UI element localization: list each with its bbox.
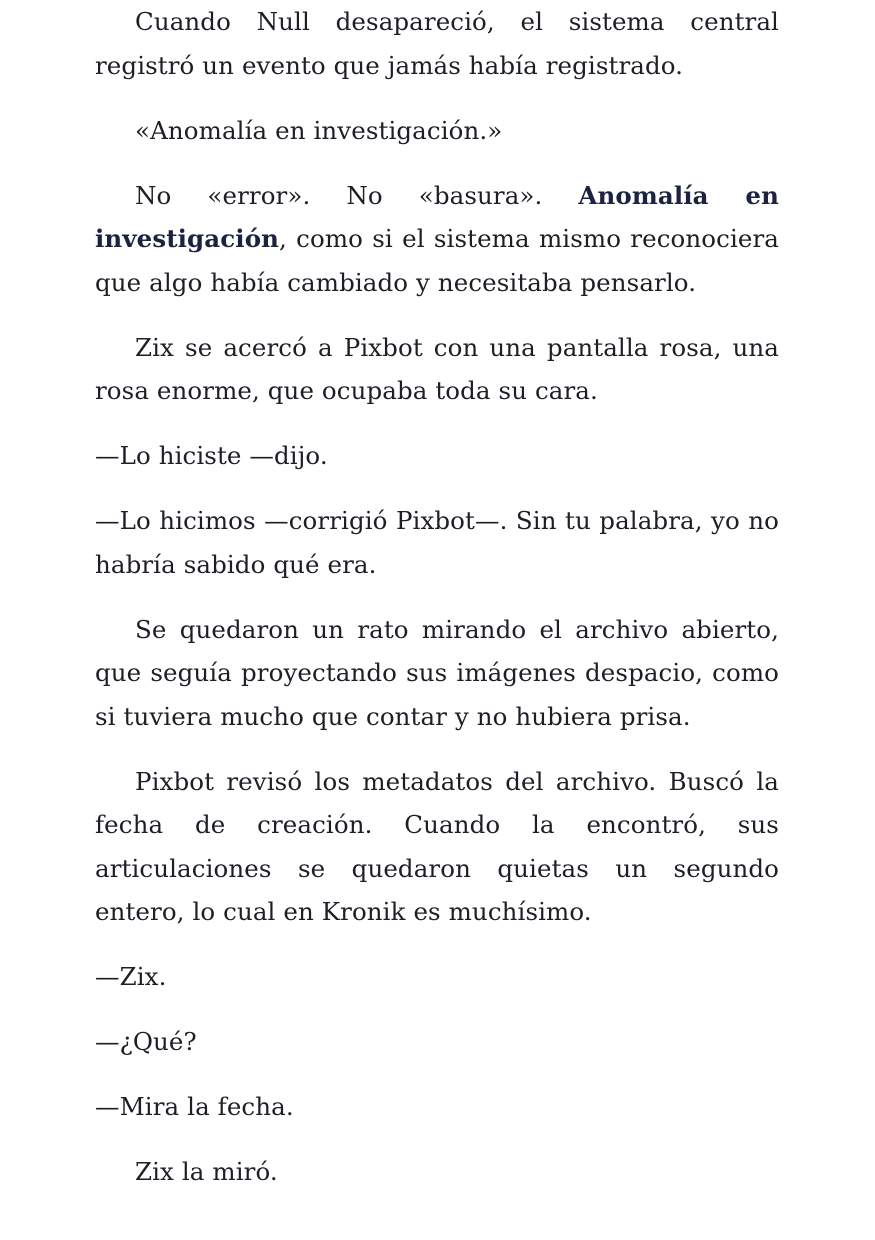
paragraph-archive-open: Se quedaron un rato mirando el archivo abierto, que seguía proyectando sus imágenes despacio, como si tuviera mucho que contar y no hubiera prisa. <box>95 614 779 731</box>
paragraph-zix-looked: Zix la miró. <box>135 1157 278 1186</box>
paragraph-zix-approached: Zix se acercó a Pixbot con una pantalla rosa, una rosa enorme, que ocupaba toda su cara. <box>95 332 779 405</box>
emphasis-anomaly-term: Anomalía en investigación <box>95 180 780 253</box>
dialogue-zix: —Zix. <box>95 962 167 991</box>
paragraph-not-error <box>95 174 779 305</box>
dialogue-lo-hicimos: —Lo hicimos —corrigió Pixbot—. Sin tu palabra, yo no habría sabido qué era. <box>95 506 779 579</box>
book-page <box>95 0 779 1215</box>
paragraph-not-error-lead: No «error». No «basura». <box>135 180 579 210</box>
dialogue-mira-fecha: —Mira la fecha. <box>95 1092 294 1121</box>
paragraph-metadata: Pixbot revisó los metadatos del archivo. Buscó la fecha de creación. Cuando la encontró, sus articulaciones se quedaron quietas un segundo entero, lo cual en Kronik es muchísimo. <box>95 766 779 926</box>
dialogue-que: —¿Qué? <box>95 1027 197 1056</box>
paragraph-null-disappeared: Cuando Null desapareció, el sistema central registró un evento que jamás había registrado. <box>95 7 779 80</box>
dialogue-lo-hiciste: —Lo hiciste —dijo. <box>95 441 328 470</box>
paragraph-not-error-rest: , como si el sistema mismo reconociera que algo había cambiado y necesitaba pensarlo. <box>95 224 779 297</box>
paragraph-anomaly-quote: «Anomalía en investigación.» <box>135 115 503 145</box>
